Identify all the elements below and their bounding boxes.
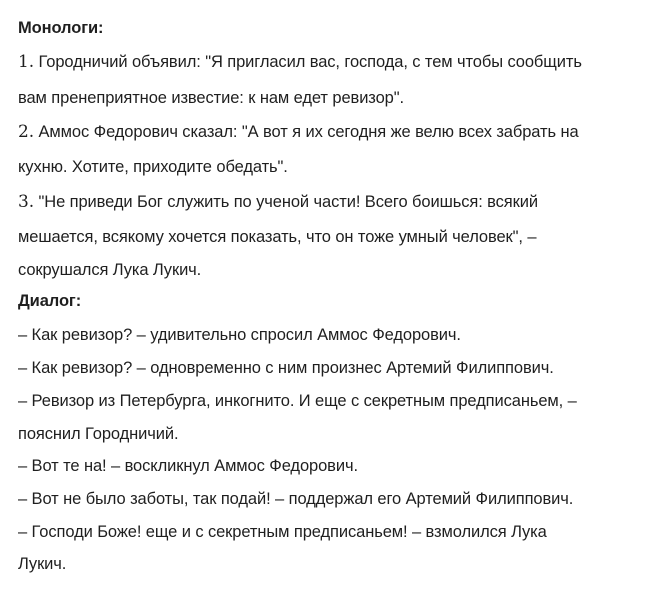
monologue-3-line-2: мешается, всякому хочется показать, что он тоже умный человек", – — [18, 228, 537, 246]
monologues-heading: Монологи: — [18, 19, 104, 37]
dialogue-line-3: – Ревизор из Петербурга, инкогнито. И еще с секретным предписаньем, – — [18, 392, 577, 410]
monologue-3-text-1: "Не приведи Бог служить по ученой части! Всего боишься: всякий — [38, 193, 538, 211]
monologue-1-number: 1. — [18, 52, 35, 72]
dialogue-line-5: – Вот те на! – воскликнул Аммос Федорович. — [18, 457, 358, 475]
dialogue-line-7: – Господи Боже! еще и с секретным предписаньем! – взмолился Лука — [18, 523, 547, 541]
monologue-2-line-1 — [18, 122, 579, 142]
monologue-3-line-3: сокрушался Лука Лукич. — [18, 261, 202, 279]
monologue-1-text-1: Городничий объявил: "Я пригласил вас, господа, с тем чтобы сообщить — [38, 53, 582, 71]
dialogue-heading: Диалог: — [18, 292, 82, 310]
monologue-2-line-2: кухню. Хотите, приходите обедать". — [18, 158, 288, 176]
monologue-1-line-1 — [18, 52, 582, 72]
monologue-3-line-1 — [18, 192, 538, 212]
dialogue-line-2: – Как ревизор? – одновременно с ним произнес Артемий Филиппович. — [18, 359, 554, 377]
dialogue-line-6: – Вот не было заботы, так подай! – поддержал его Артемий Филиппович. — [18, 490, 574, 508]
dialogue-line-4: пояснил Городничий. — [18, 425, 179, 443]
monologue-2-number: 2. — [18, 122, 35, 142]
monologue-1-line-2: вам пренеприятное известие: к нам едет ревизор". — [18, 89, 404, 107]
dialogue-line-1: – Как ревизор? – удивительно спросил Аммос Федорович. — [18, 326, 461, 344]
monologue-3-number: 3. — [18, 192, 35, 212]
dialogue-line-8: Лукич. — [18, 555, 67, 573]
monologue-2-text-1: Аммос Федорович сказал: "А вот я их сегодня же велю всех забрать на — [38, 123, 579, 141]
